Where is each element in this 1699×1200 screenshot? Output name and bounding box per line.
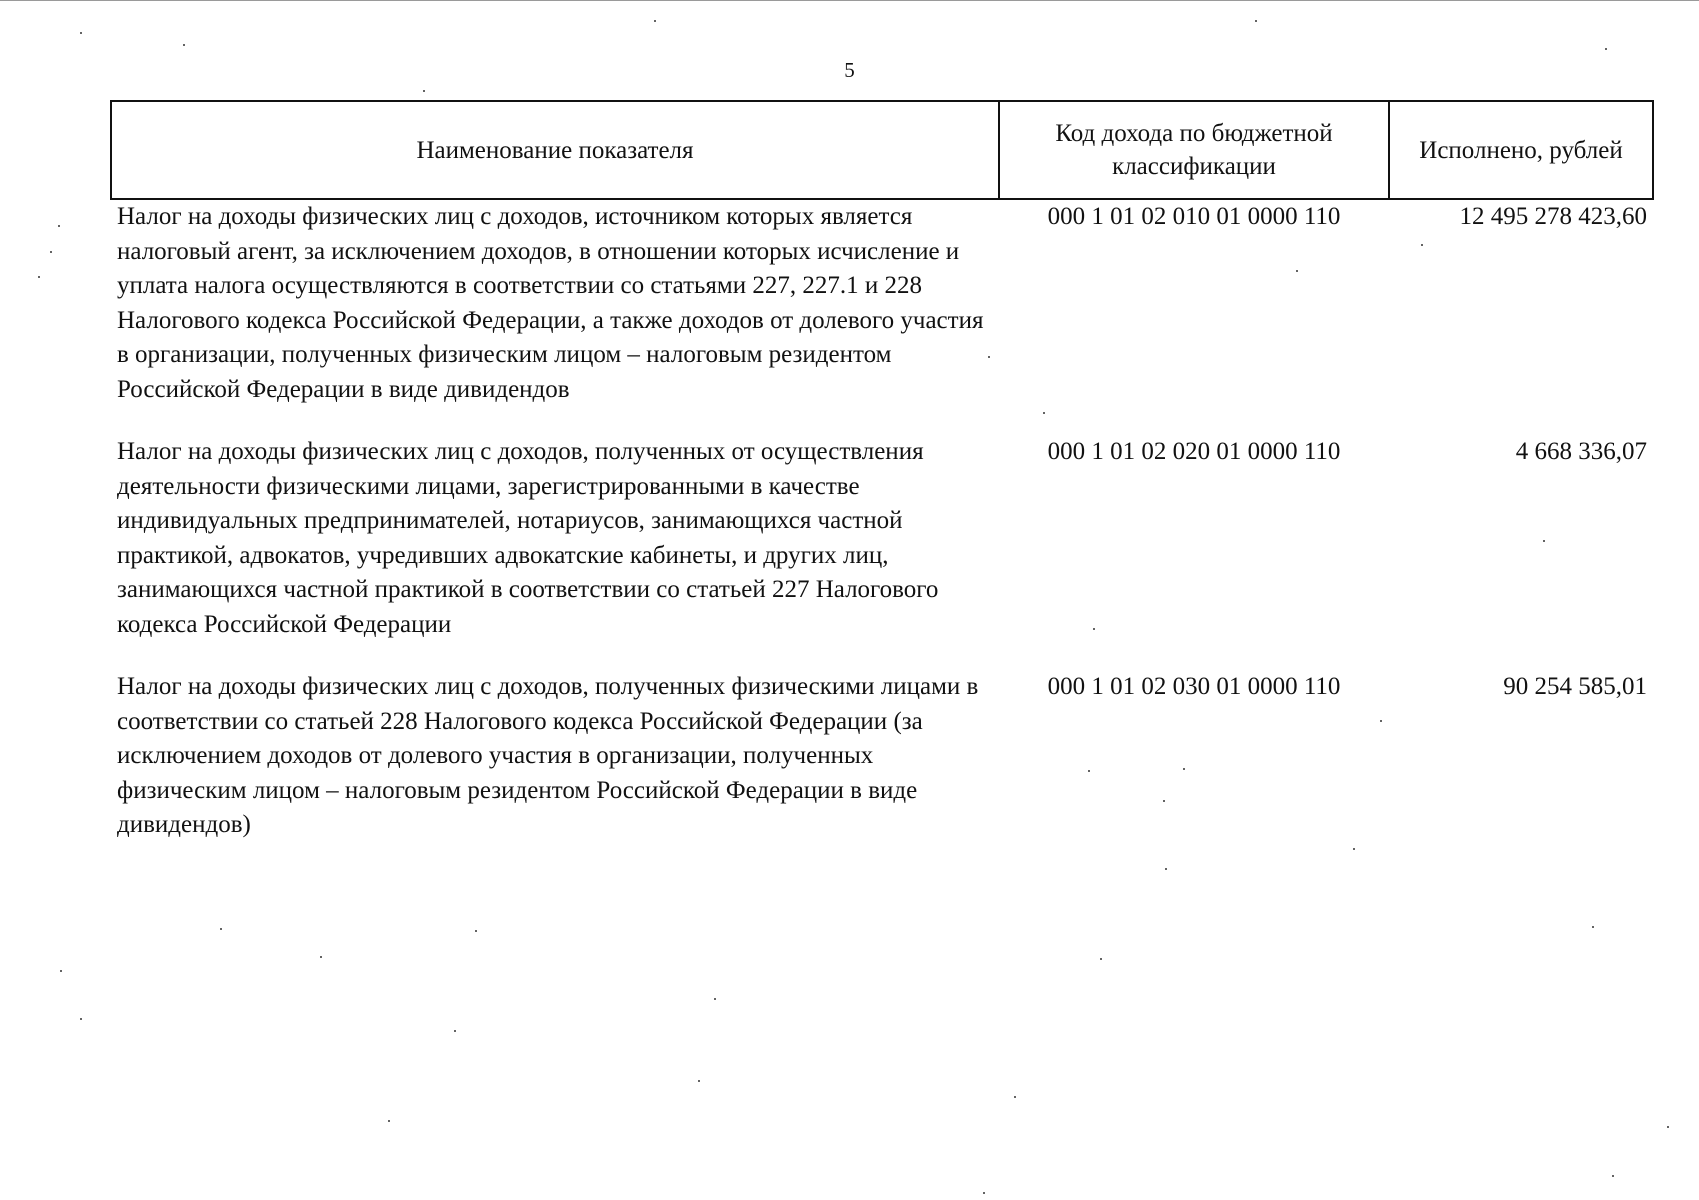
scan-speck: [80, 1018, 82, 1020]
table-header: [111, 101, 1653, 199]
header-row: [111, 101, 1653, 199]
table-row: [111, 670, 1653, 871]
scan-speck: [654, 20, 656, 22]
header-code: Код дохода по бюджетной классификации: [999, 101, 1389, 199]
scan-speck: [1093, 628, 1095, 630]
scan-speck: [1183, 768, 1185, 770]
report-table-container: [110, 100, 1652, 871]
scan-speck: [1296, 270, 1298, 272]
scan-speck: [58, 225, 60, 227]
scan-speck: [1667, 1126, 1669, 1128]
scan-speck: [1380, 720, 1382, 722]
row-name: Налог на доходы физических лиц с доходов, полученных физическими лицами в соответствии со статьей 228 Налогового кодекса Российской Федерации (за исключением доходов от долевого участия в организации, полученных физическим лицом – налоговым резидентом Российской Федерации в виде дивидендов): [117, 673, 979, 838]
row-amount: 90 254 585,01: [1503, 673, 1647, 700]
scan-speck: [1043, 412, 1045, 414]
scan-speck: [988, 356, 990, 358]
scan-speck: [454, 1030, 456, 1032]
scan-speck: [983, 1192, 985, 1194]
table-row: [111, 435, 1653, 670]
scan-speck: [1592, 926, 1594, 928]
scan-speck: [475, 930, 477, 932]
scan-speck: [1543, 540, 1545, 542]
row-name: Налог на доходы физических лиц с доходов, источником которых является налоговый агент, за исключением доходов, в отношении которых исчисление и уплата налога осуществляются в соответствии со статьями 227, 227.1 и 228 Налогового кодекса Российской Федерации, а также доходов от долевого участия в организации, полученных физическим лицом – налоговым резидентом Российской Федерации в виде дивидендов: [117, 203, 984, 403]
row-amount: 4 668 336,07: [1515, 438, 1647, 465]
scan-speck: [183, 44, 185, 46]
scan-speck: [1255, 20, 1257, 22]
row-name: Налог на доходы физических лиц с доходов, полученных от осуществления деятельности физическими лицами, зарегистрированными в качестве индивидуальных предпринимателей, нотариусов, занимающихся частной практикой, адвокатов, учредивших адвокатские кабинеты, и других лиц, занимающихся частной практикой в соответствии со статьей 227 Налогового кодекса Российской Федерации: [117, 438, 939, 638]
row-code: 000 1 01 02 020 01 0000 110: [1047, 438, 1341, 465]
header-name: Наименование показателя: [111, 101, 999, 199]
header-amount: Исполнено, рублей: [1389, 101, 1653, 199]
scan-speck: [1014, 1096, 1016, 1098]
scan-speck: [1100, 958, 1102, 960]
scan-speck: [1612, 1175, 1614, 1177]
scan-speck: [1605, 48, 1607, 50]
table-body: [111, 199, 1653, 871]
scan-speck: [80, 32, 82, 34]
scan-speck: [1353, 848, 1355, 850]
scan-speck: [698, 1080, 700, 1082]
report-table: [110, 100, 1654, 871]
scan-speck: [60, 970, 62, 972]
row-amount: 12 495 278 423,60: [1459, 203, 1647, 230]
scan-speck: [1163, 800, 1165, 802]
scan-speck: [38, 276, 40, 278]
row-code: 000 1 01 02 010 01 0000 110: [1047, 203, 1341, 230]
scan-speck: [423, 90, 425, 92]
page-number: 5: [844, 58, 855, 82]
scan-speck: [1088, 770, 1090, 772]
scan-speck: [388, 1120, 390, 1122]
scan-speck: [1421, 244, 1423, 246]
scan-speck: [50, 251, 52, 253]
scan-speck: [1165, 868, 1167, 870]
scan-speck: [220, 928, 222, 930]
scan-speck: [714, 998, 716, 1000]
scan-speck: [320, 956, 322, 958]
row-code: 000 1 01 02 030 01 0000 110: [1047, 673, 1341, 700]
scan-top-edge: [0, 0, 1699, 1]
table-row: [111, 199, 1653, 435]
